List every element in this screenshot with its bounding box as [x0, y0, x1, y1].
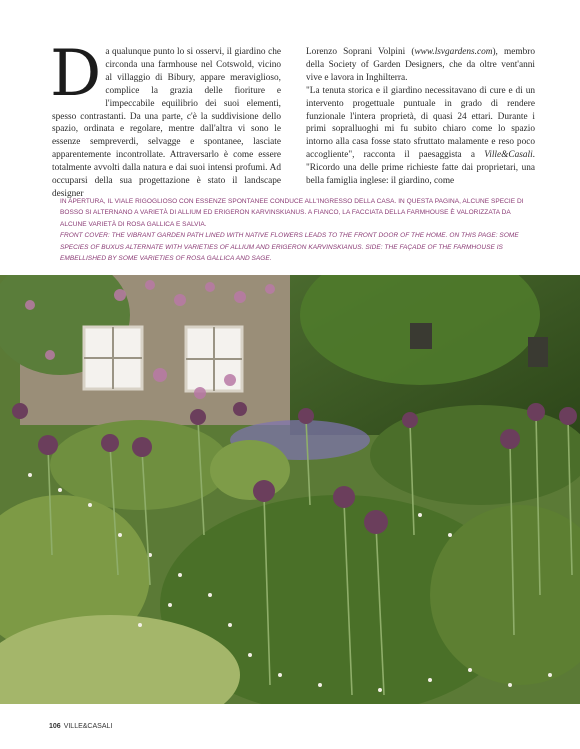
article-paragraph	[50, 37, 281, 201]
caption-italian: IN APERTURA, IL VIALE RIGOGLIOSO CON ESSENZE SPONTANEE CONDUCE ALL'INGRESSO DELLA CASA. IN QUESTA PAGINA, ALCUNE SPECIE DI BOSSO SI ALTERNANO A VARIETÀ DI ALLIUM ED ERIGERON KARVINSKIANUS. A FIANCO, LA FACCIATA DELLA FARMHOUSE È VALORIZZATA DA ALCUNE VARIETÀ DI ROSA GALLICA E SALVIA.	[60, 198, 524, 228]
article-column-right	[306, 46, 535, 188]
article-column-left	[50, 37, 281, 201]
caption-english: FRONT COVER: THE VIBRANT GARDEN PATH LINED WITH NATIVE FLOWERS LEADS TO THE FRONT DOOR OF THE HOME. ON THIS PAGE: SOME SPECIES OF BUXUS ALTERNATE WITH VARIETIES OF ALLIUM AND ERIGERON KARVINSKIANUS. SIDE: THE FAÇADE OF THE FARMHOUSE IS EMBELLISHED BY SOME VARIETIES OF ROSA GALLICA AND SAGE.	[60, 232, 519, 263]
text-run: "La tenuta storica e il giardino necessitavano di cure e di un intervento progettuale puntuale in grado di rendere funzionale l'intera proprietà, di quasi 24 ettari. Durante i primi sopralluoghi mi fu subito chiaro come lo spazio intorno alla casa fosse stato sfruttato malamente e reso poco accogliente", racconta il paesaggista a	[306, 85, 535, 161]
magazine-title: VILLE&CASALI	[63, 723, 113, 730]
photo-caption	[60, 196, 530, 264]
article-paragraph	[306, 46, 535, 85]
garden-photo	[0, 275, 580, 704]
column-left-text: a qualunque punto lo si osservi, il giardino che circonda una farmhouse nel Cotswold, vicino al villaggio di Bibury, appare meraviglioso, complice la grazia delle fioriture e l'impeccabile equilibrio dei suoi elementi, spesso contrastanti. Da una parte, c'è la suddivisione dello spazio, ordinata e regolare, mentre dall'altra vi sono le essenze sempreverdi, selvagge e spontanee, lasciate apparentemente incontrollate. Attraversarlo è come essere totalmente avvolti dalla natura e dai suoi intensi profumi. Ad occuparsi della sua progettazione è stato il landscape designer	[52, 47, 281, 199]
article-paragraph	[306, 85, 535, 188]
article-body	[50, 37, 535, 199]
text-run: . "Ricordo una delle prime richieste fatte dai proprietari, una bella famiglia inglese: il giardino, come	[306, 150, 535, 187]
page-number: 106	[49, 723, 61, 730]
page-folio	[49, 723, 112, 730]
text-run: Lorenzo Soprani Volpini (	[306, 47, 415, 57]
text-run: ), membro della Society of Garden Designers, che da oltre vent'anni vive e lavora in Inghilterra.	[306, 47, 535, 83]
magazine-name: Ville&Casali	[484, 150, 533, 161]
drop-cap: D	[50, 37, 102, 111]
website-link[interactable]: www.lsvgardens.com	[414, 47, 493, 57]
